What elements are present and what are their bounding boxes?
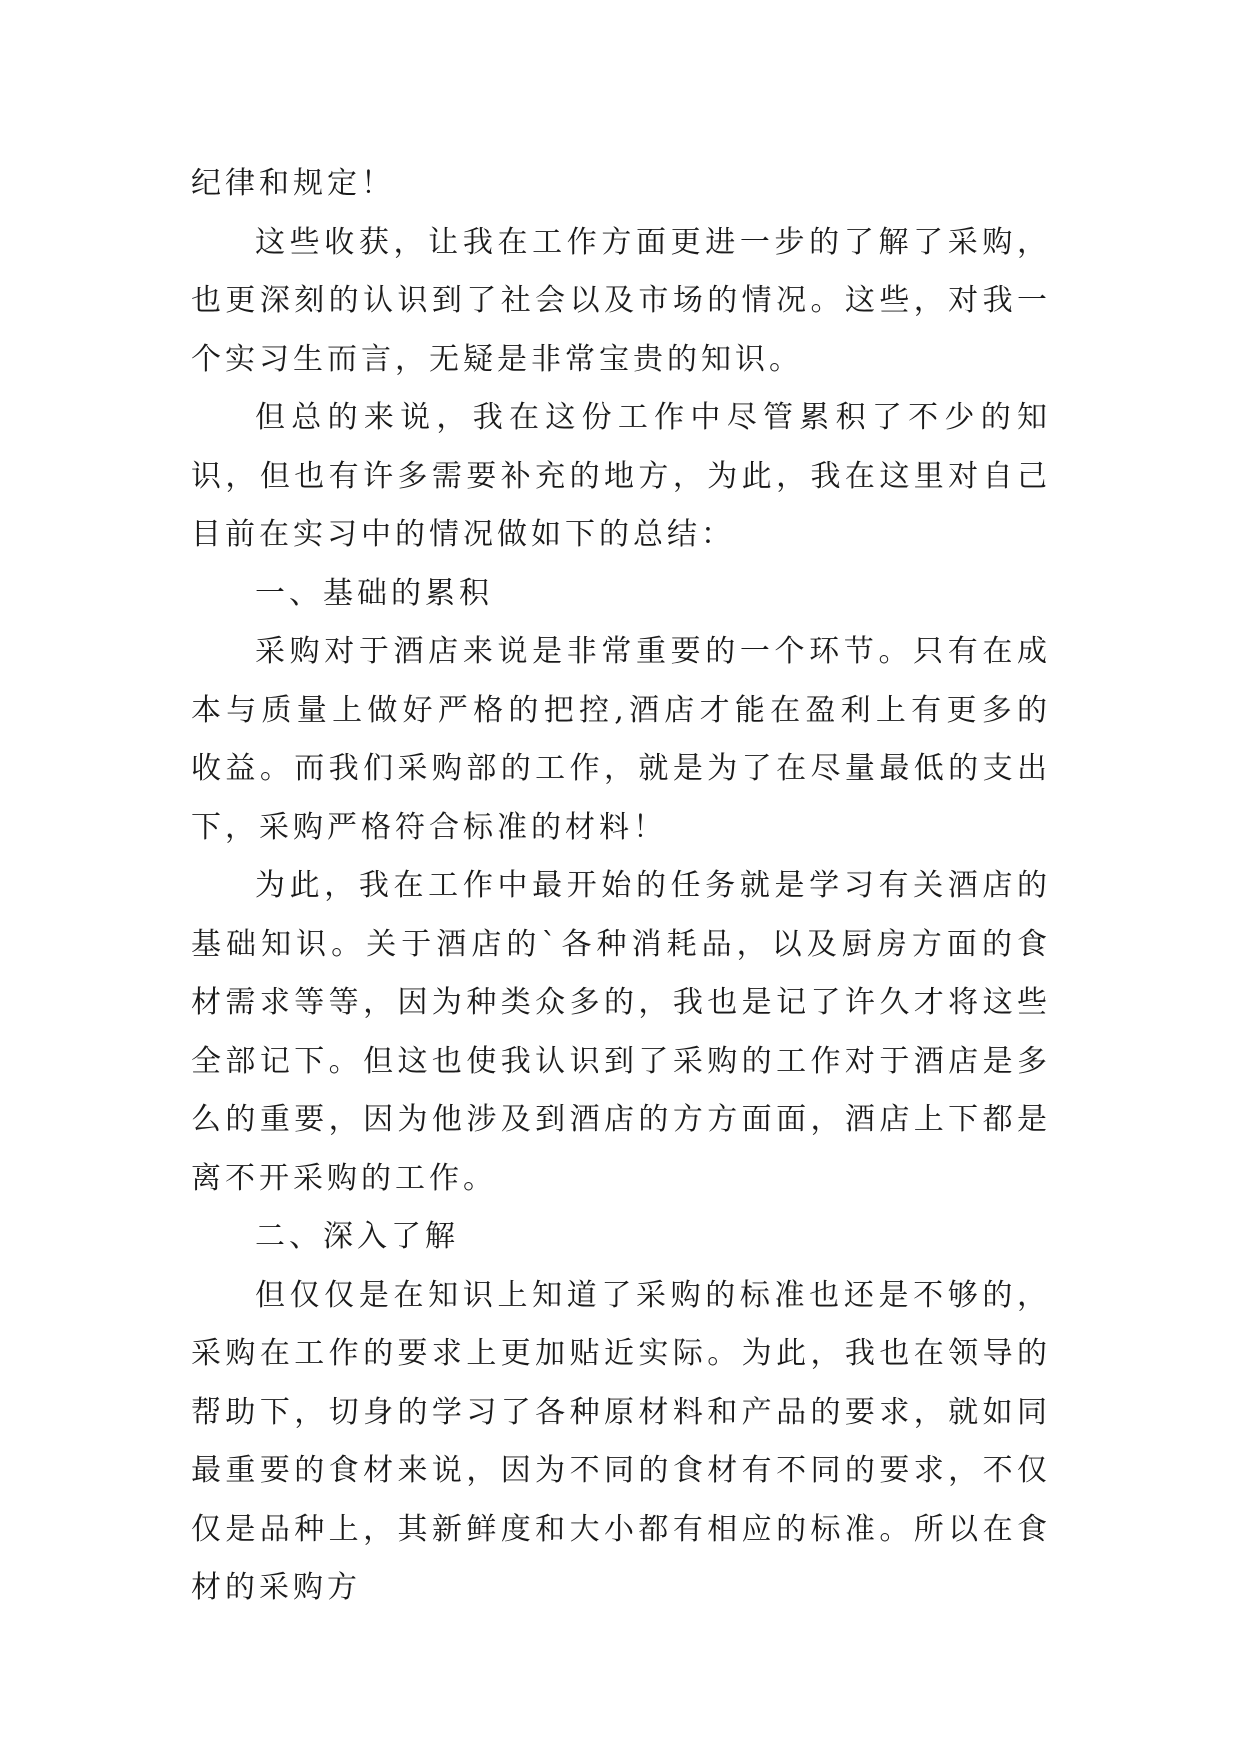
paragraph-practical-requirements: 但仅仅是在知识上知道了采购的标准也还是不够的，采购在工作的要求上更加贴近实际。为此，我也在领导的帮助下，切身的学习了各种原材料和产品的要求，就如同最重要的食材来说，因为不同的食材有不同的要求，不仅仅是品种上，其新鲜度和大小都有相应的标准。所以在食材的采购方 (191, 1277, 1051, 1605)
document-body (191, 155, 1051, 1618)
paragraph-harvest: 这些收获，让我在工作方面更进一步的了解了采购，也更深刻的认识到了社会以及市场的情况。这些，对我一个实习生而言，无疑是非常宝贵的知识。 (191, 224, 1051, 377)
paragraph-purchasing-importance: 采购对于酒店来说是非常重要的一个环节。只有在成本与质量上做好严格的把控,酒店才能在盈利上有更多的收益。而我们采购部的工作，就是为了在尽量最低的支出下，采购严格符合标准的材料！ (191, 634, 1051, 845)
section-heading-basics: 一、基础的累积 (255, 575, 493, 611)
paragraph-continuation: 纪律和规定！ (191, 166, 395, 201)
paragraph-basic-knowledge: 为此，我在工作中最开始的任务就是学习有关酒店的基础知识。关于酒店的`各种消耗品，以及厨房方面的食材需求等等，因为种类众多的，我也是记了许久才将这些全部记下。但这也使我认识到了采购的工作对于酒店是多么的重要，因为他涉及到酒店的方方面面，酒店上下都是离不开采购的工作。 (191, 868, 1051, 1196)
section-heading-deep-understanding: 二、深入了解 (255, 1219, 459, 1254)
paragraph-summary-intro: 但总的来说，我在这份工作中尽管累积了不少的知识，但也有许多需要补充的地方，为此，我在这里对自己目前在实习中的情况做如下的总结： (191, 400, 1051, 552)
